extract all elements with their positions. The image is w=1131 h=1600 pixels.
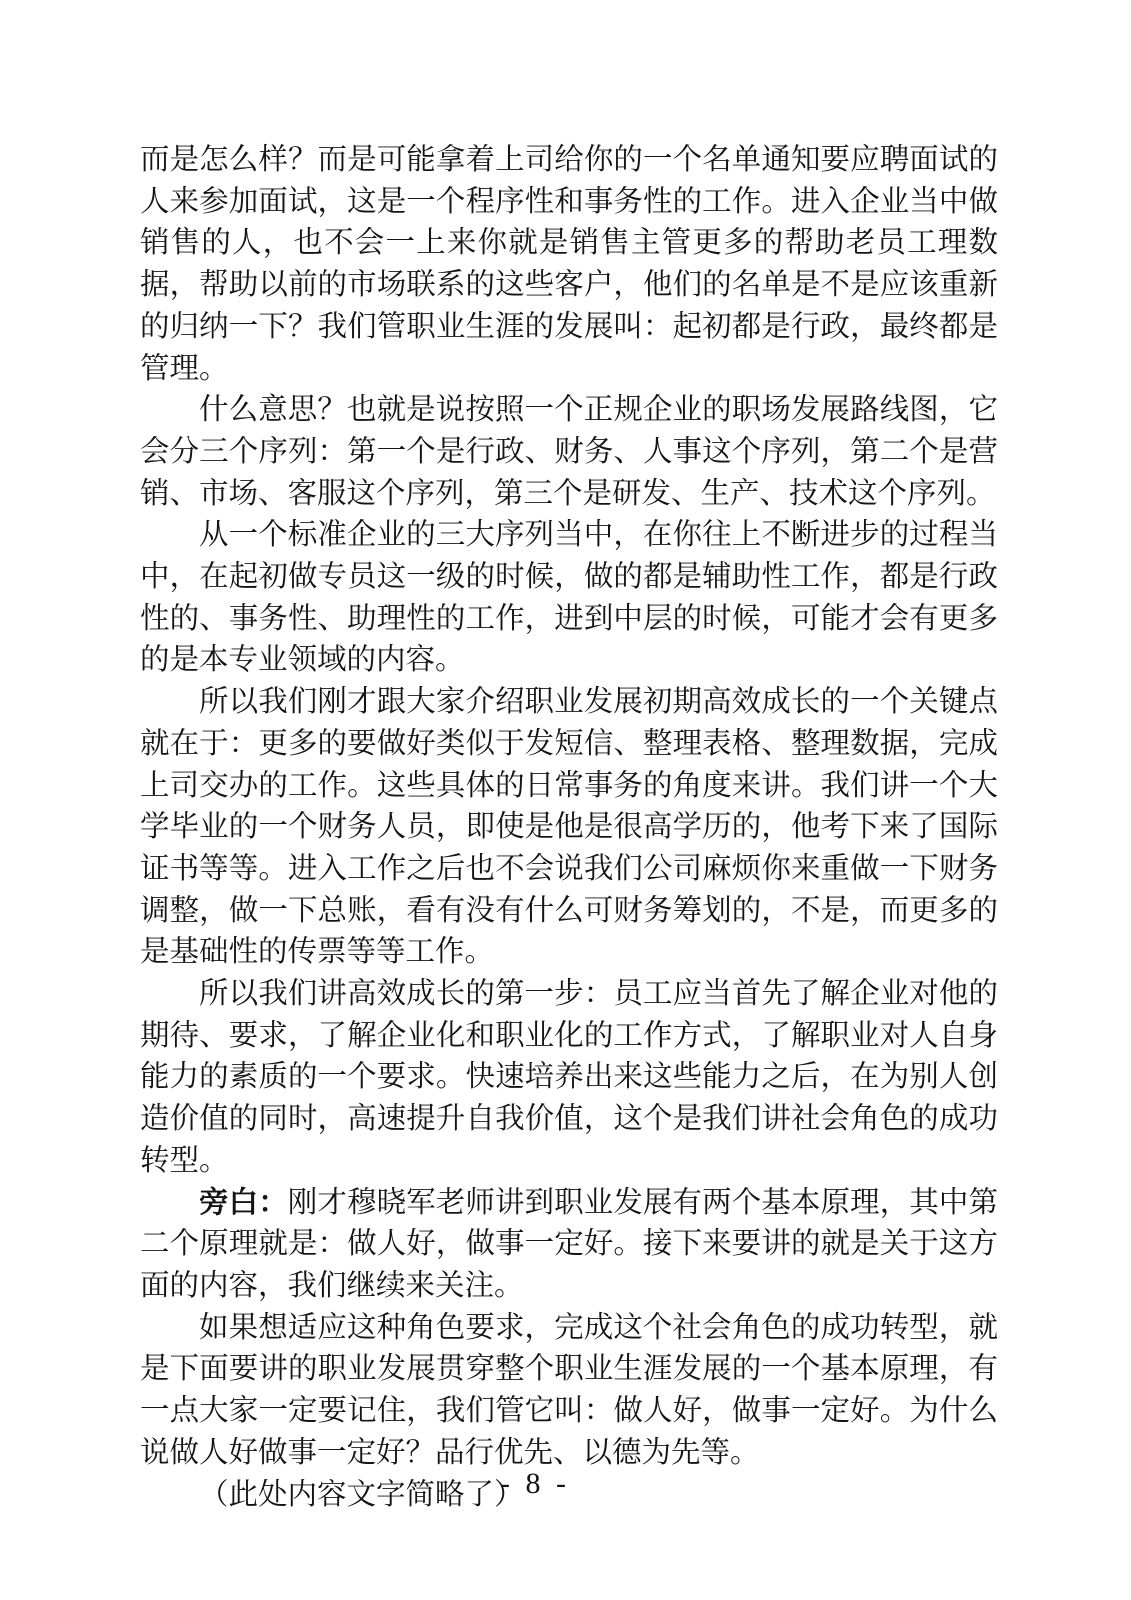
narration-speaker-label: 旁白：: [199, 1186, 288, 1219]
paragraph: 所以我们刚才跟大家介绍职业发展初期高效成长的一个关键点就在于：更多的要做好类似于发短信、整理表格、整理数据，完成上司交办的工作。这些具体的日常事务的角度来讲。我们讲一个大学毕业的一个财务人员，即使是他是很高学历的，他考下来了国际证书等等。进入工作之后也不会说我们公司麻烦你来重做一下财务调整，做一下总账，看有没有什么可财务筹划的，不是，而更多的是基础性的传票等等工作。: [140, 686, 998, 969]
paragraph-narration: [140, 1183, 998, 1308]
page-text-block: [140, 140, 998, 1516]
paragraph-omission-note: （此处内容文字简略了）: [199, 1478, 524, 1511]
paragraph: 什么意思？也就是说按照一个正规企业的职场发展路线图，它会分三个序列：第一个是行政、财务、人事这个序列，第二个是营销、市场、客服这个序列，第三个是研发、生产、技术这个序列。: [140, 394, 998, 510]
paragraph: 从一个标准企业的三大序列当中，在你往上不断进步的过程当中，在起初做专员这一级的时候，做的都是辅助性工作，都是行政性的、事务性、助理性的工作，进到中层的时候，可能才会有更多的是本专业领域的内容。: [140, 519, 998, 677]
narration-text: 刚才穆晓军老师讲到职业发展有两个基本原理，其中第二个原理就是：做人好，做事一定好。接下来要讲的就是关于这方面的内容，我们继续来关注。: [140, 1186, 998, 1302]
paragraph: 而是怎么样？而是可能拿着上司给你的一个名单通知要应聘面试的人来参加面试，这是一个程序性和事务性的工作。进入企业当中做销售的人，也不会一上来你就是销售主管更多的帮助老员工理数据，帮助以前的市场联系的这些客户，他们的名单是不是应该重新的归纳一下？我们管职业生涯的发展叫：起初都是行政，最终都是管理。: [140, 144, 998, 385]
page-number: - 8 -: [500, 1467, 570, 1500]
paragraph: 如果想适应这种角色要求，完成这个社会角色的成功转型，就是下面要讲的职业发展贯穿整个职业生涯发展的一个基本原理，有一点大家一定要记住，我们管它叫：做人好，做事一定好。为什么说做人好做事一定好？品行优先、以德为先等。: [140, 1311, 998, 1469]
paragraph: 所以我们讲高效成长的第一步：员工应当首先了解企业对他的期待、要求，了解企业化和职业化的工作方式，了解职业对人自身能力的素质的一个要求。快速培养出来这些能力之后，在为别人创造价值的同时，高速提升自我价值，这个是我们讲社会角色的成功转型。: [140, 978, 998, 1177]
